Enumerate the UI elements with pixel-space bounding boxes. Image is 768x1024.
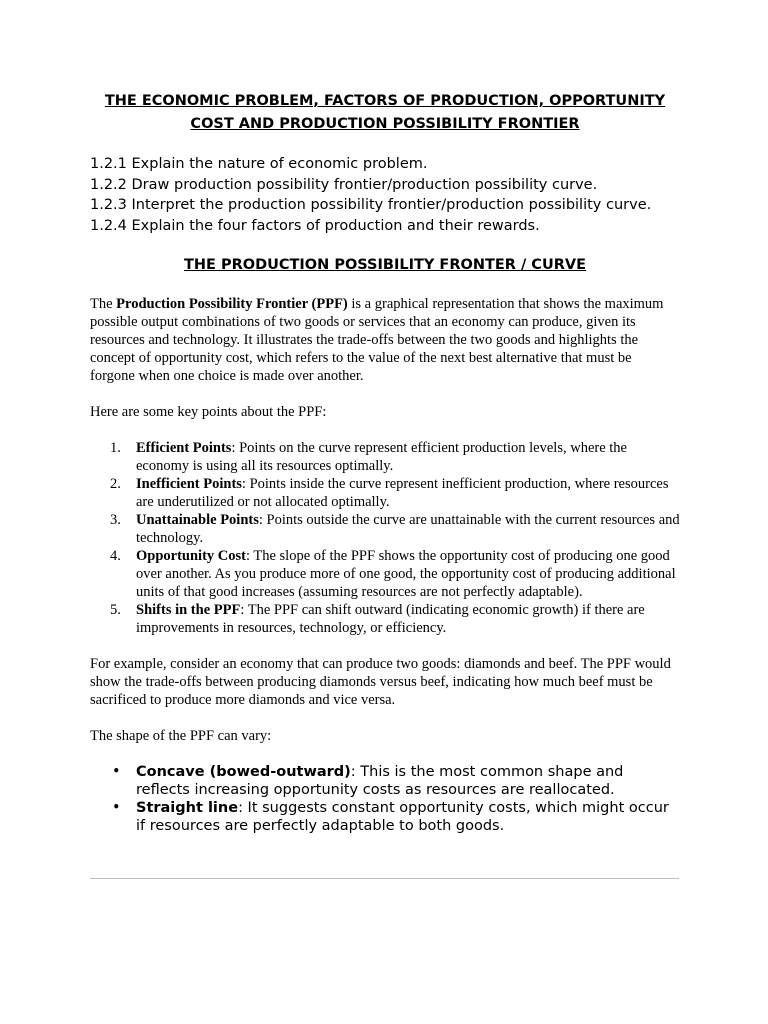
key-point-term: Opportunity Cost [136, 548, 246, 564]
list-number: 3. [110, 512, 121, 528]
intro-rest: is a graphical representation that shows the maximum possible output combinations of two goods or services that an economy can produce, given its resources and technology. It illustrates the trade-offs between the two goods and highlights the concept of opportunity cost, which refers to the value of the next best alternative that must be forgone when one choice is made over another. [90, 296, 664, 384]
list-number: 1. [110, 440, 121, 456]
key-point-item [90, 601, 680, 637]
objective-item: 1.2.2 Draw production possibility frontier/production possibility curve. [90, 176, 598, 193]
bullet-icon: • [112, 800, 121, 816]
objective-item: 1.2.4 Explain the four factors of production and their rewards. [90, 217, 540, 234]
key-points-intro: Here are some key points about the PPF: [90, 404, 327, 420]
key-point-text: : The PPF can shift outward (indicating economic growth) if there are improvements in resources, technology, or efficiency. [136, 602, 645, 636]
document-title [90, 90, 680, 136]
list-number: 2. [110, 476, 121, 492]
shape-term: Straight line [136, 800, 239, 816]
key-points-list [90, 439, 680, 637]
intro-lead: The [90, 296, 117, 312]
key-point-text: : Points on the curve represent efficient production levels, where the economy is using all its resources optimally. [136, 440, 627, 474]
bullet-icon: • [112, 764, 121, 780]
title-line-1: THE ECONOMIC PROBLEM, FACTORS OF PRODUCTION, OPPORTUNITY [104, 93, 666, 109]
key-point-term: Unattainable Points [136, 512, 259, 528]
example-paragraph: For example, consider an economy that can produce two goods: diamonds and beef. The PPF would show the trade-offs between producing diamonds versus beef, indicating how much beef must be sacrificed to produce more diamonds and vice versa. [90, 656, 671, 708]
title-line-2: COST AND PRODUCTION POSSIBILITY FRONTIER [190, 116, 580, 132]
key-point-term: Inefficient Points [136, 476, 242, 492]
list-number: 4. [110, 548, 121, 564]
horizontal-divider [90, 878, 679, 879]
shape-text: : This is the most common shape and reflects increasing opportunity costs as resources are reallocated. [136, 764, 624, 798]
shape-text: : It suggests constant opportunity costs, which might occur if resources are perfectly adaptable to both goods. [136, 800, 669, 834]
key-point-text: : Points inside the curve represent inefficient production, where resources are underutilized or not allocated optimally. [136, 476, 669, 510]
key-point-item [90, 511, 680, 547]
shape-item [90, 799, 680, 835]
list-number: 5. [110, 602, 121, 618]
key-point-text: : The slope of the PPF shows the opportunity cost of producing one good over another. As you produce more of one good, the opportunity cost of producing additional units of that good increases (assuming resources are not perfectly adaptable). [136, 548, 676, 600]
key-point-item [90, 547, 680, 601]
shape-intro: The shape of the PPF can vary: [90, 728, 272, 744]
objective-item: 1.2.1 Explain the nature of economic problem. [90, 156, 428, 172]
intro-bold-term: Production Possibility Frontier (PPF) [116, 296, 348, 312]
shape-item [90, 763, 680, 799]
section-heading: THE PRODUCTION POSSIBILITY FRONTER / CURVE [183, 257, 587, 273]
shape-term: Concave (bowed-outward) [136, 764, 351, 780]
key-point-item [90, 475, 680, 511]
key-point-item [90, 439, 680, 475]
key-point-term: Efficient Points [136, 440, 232, 456]
objective-item: 1.2.3 Interpret the production possibility frontier/production possibility curve. [90, 197, 652, 213]
key-point-text: : Points outside the curve are unattainable with the current resources and technology. [136, 512, 680, 546]
key-point-term: Shifts in the PPF [136, 602, 241, 618]
shapes-list [90, 763, 680, 835]
objectives-list [90, 154, 680, 236]
document-page [90, 90, 680, 835]
intro-paragraph [90, 295, 680, 385]
